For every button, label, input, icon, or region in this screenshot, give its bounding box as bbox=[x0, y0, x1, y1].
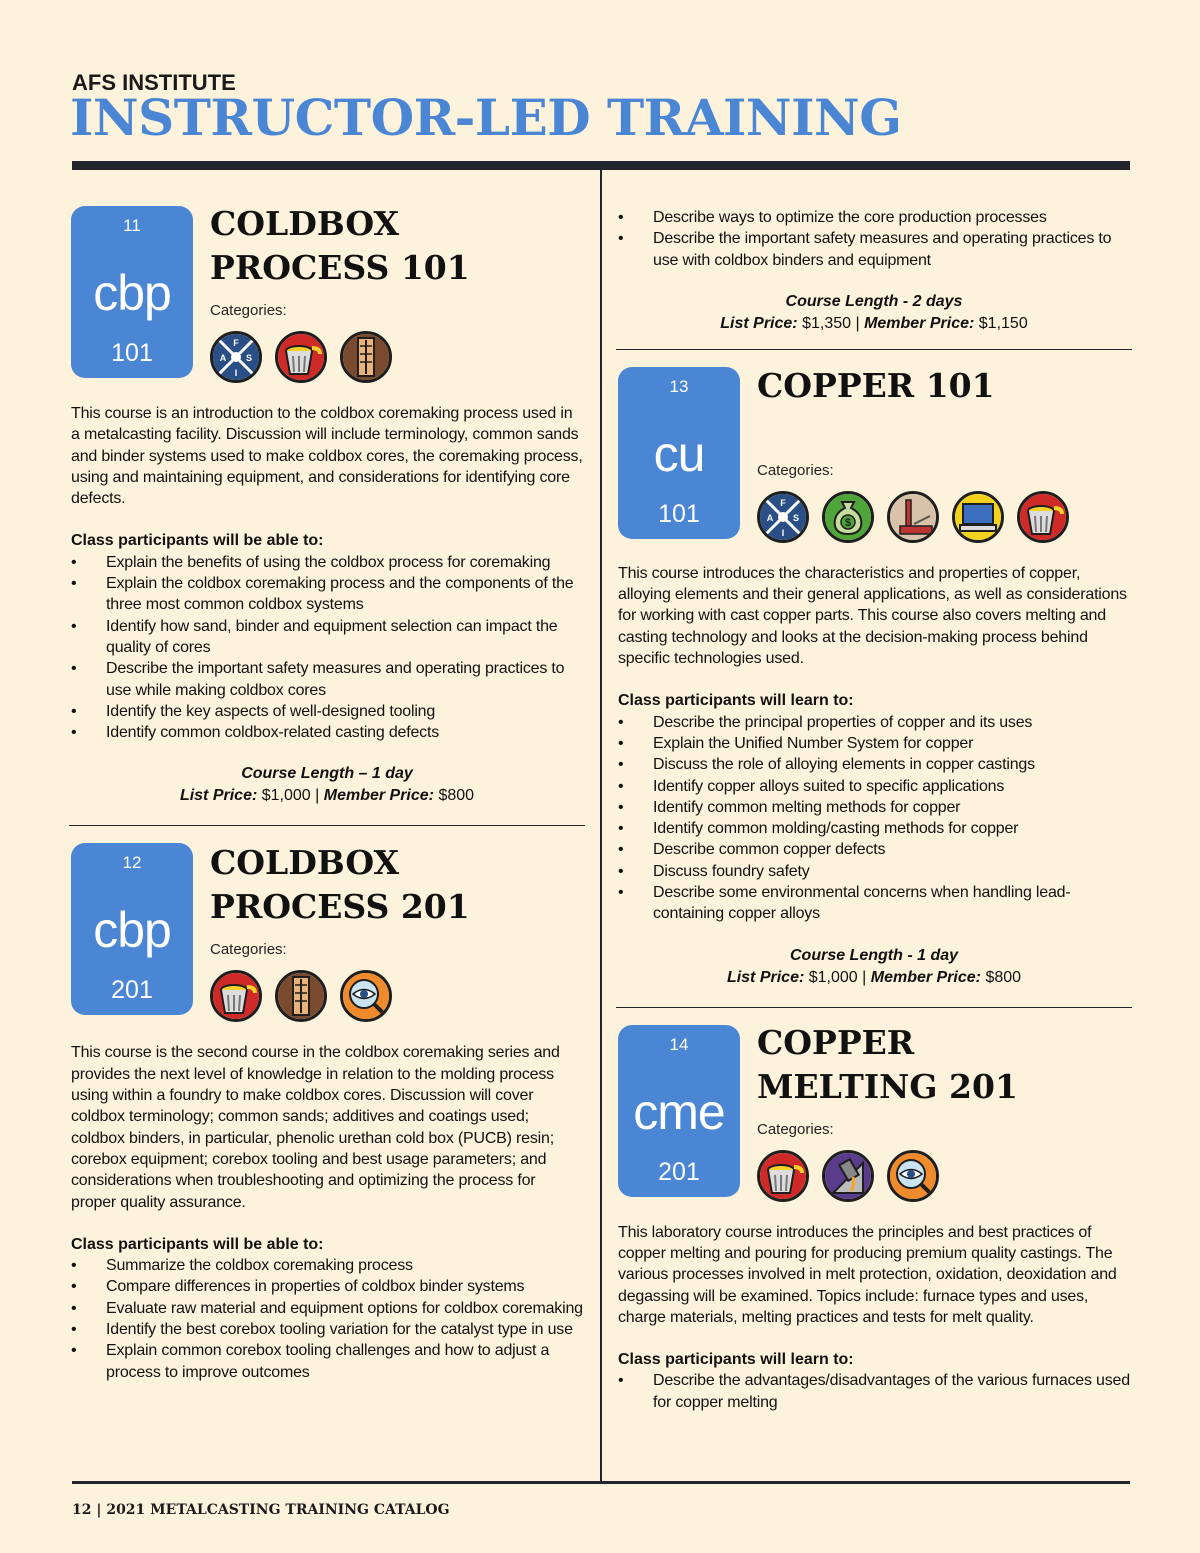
left-column bbox=[71, 170, 583, 1383]
list-price: $1,000 bbox=[808, 968, 858, 986]
course-coldbox-201 bbox=[71, 826, 583, 1382]
course-title-line: MELTING 201 bbox=[757, 1066, 1018, 1106]
course-length: Course Length - 1 day bbox=[789, 946, 959, 964]
objectives-list bbox=[71, 1255, 583, 1383]
list-item: • Identify common molding/casting methods for copper bbox=[618, 818, 1130, 839]
member-price: $800 bbox=[985, 968, 1022, 986]
course-description: This course introduces the characteristics and properties of copper, alloying elements and their general applications, as well as considerations for working with cast copper parts. This course also covers melting and casting technology and looks at the decision-making process behind specific technologies used. bbox=[618, 564, 1127, 668]
list-price-label: List Price: bbox=[720, 314, 798, 332]
list-item: • Explain the coldbox coremaking process and the components of the three most common coldbox systems bbox=[71, 573, 583, 616]
tile-level: 101 bbox=[658, 499, 700, 528]
category-icons bbox=[757, 1150, 1018, 1202]
course-title bbox=[757, 1021, 1018, 1109]
course-length: Course Length - 2 days bbox=[785, 292, 963, 310]
list-item: • Identify the best corebox tooling variation for the catalyst type in use bbox=[71, 1319, 583, 1340]
list-item: • Explain common corebox tooling challenges and how to adjust a process to improve outcomes bbox=[71, 1340, 583, 1383]
price-block: Course Length - 1 day List Price: $1,000 | Member Price: $800 bbox=[618, 945, 1130, 989]
categories-label: Categories: bbox=[210, 302, 287, 319]
list-item: • Discuss the role of alloying elements in copper castings bbox=[618, 754, 1130, 775]
category-icons bbox=[210, 331, 470, 383]
list-item: • Explain the Unified Number System for copper bbox=[618, 733, 1130, 754]
core-tooling-icon bbox=[275, 970, 327, 1022]
kicker: AFS INSTITUTE bbox=[72, 70, 236, 95]
tile-number: 14 bbox=[669, 1034, 689, 1054]
tile-level: 201 bbox=[111, 976, 153, 1005]
right-column bbox=[618, 170, 1130, 1413]
column-divider bbox=[600, 170, 602, 1483]
course-description: This course is the second course in the coldbox coremaking series and provides the next level of knowledge in relation to the molding process using within a foundry to make coldbox cores. Discussion will cover coldbox terminology; common sands; additives and coatings used; coldbox binders, in particular, phenolic urethan cold box (PUCB) resin; corebox equipment; corebox tooling and best usage parameters; and considerations when troubleshooting and optimizing the process for proper quality assurance. bbox=[71, 1044, 560, 1211]
price-block: Course Length – 1 day List Price: $1,000 | Member Price: $800 bbox=[71, 763, 583, 807]
objectives-list bbox=[618, 712, 1130, 925]
page-title: INSTRUCTOR-LED TRAINING bbox=[70, 88, 902, 147]
page-footer: 12 | 2021 METALCASTING TRAINING CATALOG bbox=[72, 1502, 450, 1518]
price-block: Course Length - 2 days List Price: $1,350 | Member Price: $1,150 bbox=[618, 291, 1130, 335]
list-item: • Describe ways to optimize the core production processes bbox=[618, 207, 1130, 228]
inspection-eye-icon bbox=[340, 970, 392, 1022]
course-title-line: PROCESS 201 bbox=[210, 887, 470, 927]
list-item: • Describe the principal properties of copper and its uses bbox=[618, 712, 1130, 733]
list-item: • Describe some environmental concerns when handling lead-containing copper alloys bbox=[618, 882, 1130, 925]
categories-label: Categories: bbox=[757, 461, 834, 479]
list-item: • Discuss foundry safety bbox=[618, 861, 1130, 882]
list-item: • Identify the key aspects of well-designed tooling bbox=[71, 701, 583, 722]
list-item: • Describe the advantages/disadvantages of the various furnaces used for copper melting bbox=[618, 1370, 1130, 1413]
objectives-list bbox=[618, 1370, 1130, 1413]
list-price-label: List Price: bbox=[726, 968, 805, 986]
member-price-label: Member Price: bbox=[323, 787, 434, 805]
categories-label: Categories: bbox=[757, 1120, 834, 1138]
objectives-list bbox=[71, 552, 583, 744]
list-price-label: List Price: bbox=[179, 787, 258, 805]
course-coldbox-201-continued bbox=[618, 170, 1130, 335]
money-bag-icon bbox=[822, 491, 874, 543]
list-item: • Describe the important safety measures and operating practices to use while making coldbox cores bbox=[71, 658, 583, 701]
member-price: $1,150 bbox=[978, 314, 1028, 332]
course-tile bbox=[618, 1025, 740, 1197]
course-title-line: COPPER bbox=[757, 1022, 915, 1062]
course-tile bbox=[71, 206, 193, 378]
list-price: $1,350 bbox=[802, 314, 852, 332]
inspection-eye-icon bbox=[887, 1150, 939, 1202]
category-icons bbox=[210, 970, 470, 1022]
tile-code: cbp bbox=[93, 265, 171, 321]
member-price-label: Member Price: bbox=[864, 314, 975, 332]
course-title bbox=[757, 364, 1069, 408]
list-item: • Explain the benefits of using the coldbox process for coremaking bbox=[71, 552, 583, 573]
pouring-icon bbox=[822, 1150, 874, 1202]
tile-level: 101 bbox=[111, 339, 153, 367]
tile-code: cme bbox=[633, 1083, 725, 1140]
tile-number: 13 bbox=[669, 376, 689, 396]
list-item: • Identify how sand, binder and equipment selection can impact the quality of cores bbox=[71, 616, 583, 659]
course-title-line: COPPER 101 bbox=[757, 365, 995, 405]
list-item: • Compare differences in properties of coldbox binder systems bbox=[71, 1276, 583, 1297]
melting-ladle-icon bbox=[757, 1150, 809, 1202]
course-length: Course Length – 1 day bbox=[241, 765, 413, 783]
melting-ladle-icon bbox=[275, 331, 327, 383]
core-tooling-icon bbox=[340, 331, 392, 383]
afs-compass-icon bbox=[757, 491, 809, 543]
course-coldbox-101 bbox=[71, 170, 583, 807]
list-price: $1,000 bbox=[261, 787, 311, 805]
learn-heading: Class participants will learn to: bbox=[618, 1351, 854, 1369]
top-rule bbox=[72, 161, 1130, 170]
learn-heading: Class participants will be able to: bbox=[71, 532, 324, 550]
course-description: This laboratory course introduces the principles and best practices of copper melting and pouring for producing premium quality castings. The various processes involved in melt protection, oxidation, deoxidation and degassing will be examined. Topics include: furnace types and uses, charge materials, melting practices and tests for melt quality. bbox=[618, 1223, 1117, 1326]
course-copper-melting-201 bbox=[618, 1008, 1130, 1413]
list-item: • Summarize the coldbox coremaking process bbox=[71, 1255, 583, 1276]
course-tile bbox=[71, 843, 193, 1015]
melting-ladle-icon bbox=[1017, 491, 1069, 543]
tile-code: cbp bbox=[93, 902, 171, 959]
list-item: • Identify copper alloys suited to specific applications bbox=[618, 776, 1130, 797]
course-title-line: COLDBOX bbox=[210, 204, 400, 243]
course-copper-101 bbox=[618, 350, 1130, 989]
melting-ladle-icon bbox=[210, 970, 262, 1022]
tile-number: 12 bbox=[122, 853, 142, 873]
member-price: $800 bbox=[438, 787, 475, 805]
molding-icon bbox=[887, 491, 939, 543]
objectives-list-continued bbox=[618, 207, 1130, 271]
category-icons bbox=[757, 491, 1069, 543]
list-item: • Identify common coldbox-related casting defects bbox=[71, 722, 583, 743]
afs-compass-icon bbox=[210, 331, 262, 383]
list-item: • Describe the important safety measures and operating practices to use with coldbox binders and equipment bbox=[618, 228, 1130, 271]
course-title bbox=[210, 841, 470, 929]
course-title-line: PROCESS 101 bbox=[210, 248, 470, 287]
tile-number: 11 bbox=[123, 216, 141, 235]
course-description: This course is an introduction to the coldbox coremaking process used in a metalcasting facility. Discussion will include terminology, common sands and binder systems used to make coldbox cores, the coremaking process, using and maintaining equipment, and considerations for identifying core defects. bbox=[71, 405, 583, 508]
list-item: • Describe common copper defects bbox=[618, 839, 1130, 860]
member-price-label: Member Price: bbox=[870, 968, 981, 986]
bottom-rule bbox=[72, 1481, 1130, 1484]
course-title bbox=[210, 202, 470, 290]
learn-heading: Class participants will be able to: bbox=[71, 1235, 324, 1253]
tile-level: 201 bbox=[658, 1157, 700, 1186]
course-title-line: COLDBOX bbox=[210, 843, 400, 883]
list-item: • Identify common melting methods for copper bbox=[618, 797, 1130, 818]
tile-code: cu bbox=[653, 425, 705, 482]
course-tile bbox=[618, 367, 740, 539]
computer-icon bbox=[952, 491, 1004, 543]
learn-heading: Class participants will learn to: bbox=[618, 692, 854, 710]
categories-label: Categories: bbox=[210, 941, 287, 959]
list-item: • Evaluate raw material and equipment options for coldbox coremaking bbox=[71, 1298, 583, 1319]
